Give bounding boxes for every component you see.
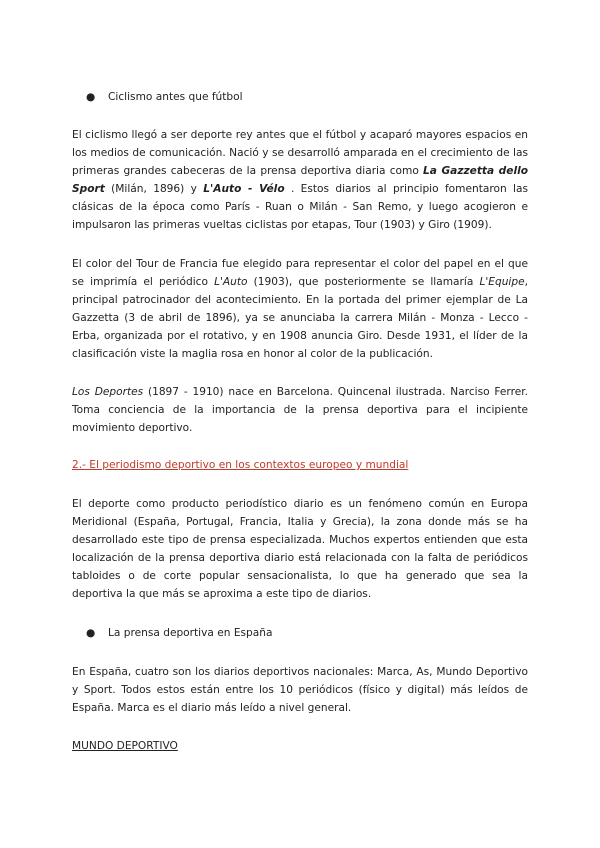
- paragraph-los-deportes: Los Deportes (1897 - 1910) nace en Barcelona. Quincenal ilustrada. Narciso Ferrer. Toma conciencia de la importancia de la prensa deportiva para el incipiente movimiento deportivo.: [72, 386, 528, 434]
- bullet-dot: ●: [86, 91, 96, 103]
- subheading-mundo-deportivo: MUNDO DEPORTIVO: [72, 740, 178, 752]
- newspaper-lauto: L'Auto: [214, 276, 248, 288]
- paragraph-cycling-origins: El ciclismo llegó a ser deporte rey antes que el fútbol y acaparó mayores espacios en los medios de comunicación. Nació y se desarrolló amparada en el crecimiento de las primeras grandes cabeceras de la prensa deportiva diaria como La Gazzetta dello Sport (Milán, 1896) y L'Auto - Vélo . Estos diarios al principio fomentaron las clásicas de la época como París - Ruan o Milán - San Remo, y luego acogieron e impulsaron las primeras vueltas ciclistas por etapas, Tour (1903) y Giro (1909).: [72, 129, 528, 231]
- section-heading-2[interactable]: [72, 456, 528, 474]
- newspaper-lequipe: L'Equipe: [479, 276, 525, 288]
- paragraph-tour-color: El color del Tour de Francia fue elegido para representar el color del papel en el que se imprimía el periódico L'Auto (1903), que posteriormente se llamaría L'Equipe, principal patrocinador del acontecimiento. En la portada del primer ejemplar de La Gazzetta (3 de abril de 1896), ya se anunciaba la carrera Milán - Monza - Lecco - Erba, organizada por el rotativo, y en 1908 anuncia Giro. Desde 1931, el líder de la clasificación viste la maglia rosa en honor al color de la publicación.: [72, 258, 528, 360]
- newspaper-gazzetta: La Gazzetta dello Sport: [72, 165, 528, 195]
- paragraph-spain-dailies: En España, cuatro son los diarios deportivos nacionales: Marca, As, Mundo Deportivo y Sport. Todos estos están entre los 10 periódicos (físico y digital) más leídos de España. Marca es el diario más leído a nivel general.: [72, 666, 528, 714]
- section-heading-2-link[interactable]: 2.- El periodismo deportivo en los contextos europeo y mundial: [72, 459, 409, 471]
- bullet-cycling-text: Ciclismo antes que fútbol: [108, 91, 243, 103]
- newspaper-lauto-velo: L'Auto - Vélo: [203, 183, 285, 195]
- newspaper-los-deportes: Los Deportes: [72, 386, 144, 398]
- bullet-dot: ●: [86, 627, 96, 639]
- paragraph-european-context: El deporte como producto periodístico diario es un fenómeno común en Europa Meridional (España, Portugal, Francia, Italia y Grecia), la zona donde más se ha desarrollado este tipo de prensa especializada. Muchos expertos entienden que esta localización de la prensa deportiva diario está relacionada con la falta de periódicos tabloides o de corte popular sensacionalista, lo que ha generado que sea la deportiva la que más se aproxima a este tipo de diarios.: [72, 498, 528, 600]
- bullet-spain-press: [72, 624, 528, 642]
- bullet-spain-press-text: La prensa deportiva en España: [108, 627, 273, 639]
- bullet-cycling: [72, 88, 528, 106]
- document-page: [72, 88, 528, 755]
